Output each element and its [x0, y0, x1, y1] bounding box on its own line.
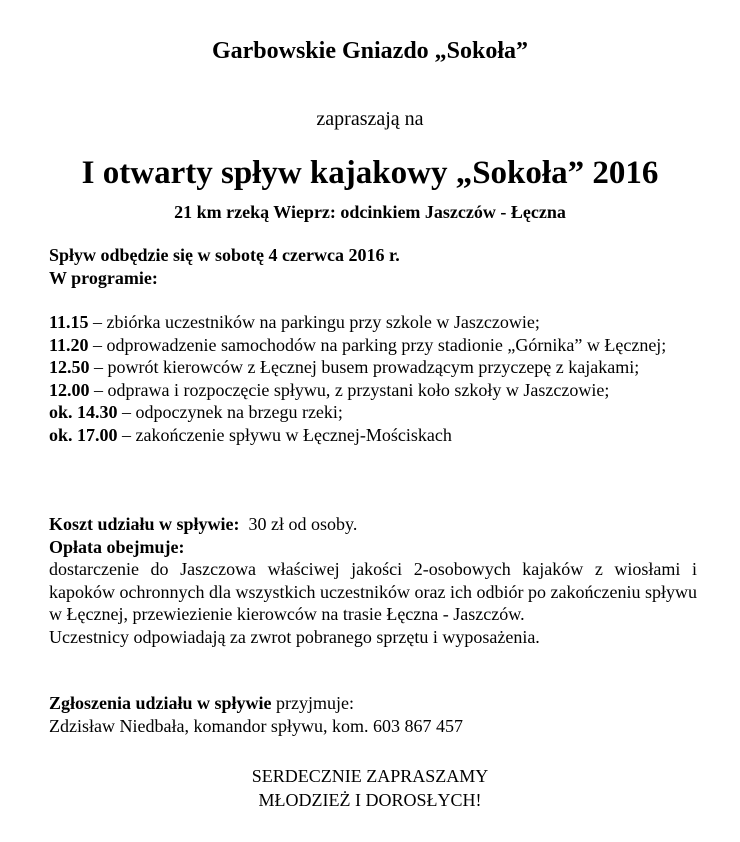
cost-line	[49, 513, 697, 536]
program-time: 11.20	[49, 334, 89, 355]
includes-text: dostarczenie do Jaszczowa właściwej jakości 2-osobowych kajaków z wiosłami i kapoków ochronnych dla wszystkich uczestników oraz ich odbiór po zakończeniu spływu w Łęcznej, przewiezienie kierowców na trasie Łęczna - Jaszczów.	[49, 559, 697, 624]
cost-label: Koszt udziału w spływie:	[49, 514, 240, 534]
program-item	[49, 379, 697, 402]
program-item	[49, 401, 697, 424]
program-text: – zbiórka uczestników na parkingu przy szkole w Jaszczowie;	[88, 312, 540, 332]
route-subtitle: 21 km rzeką Wieprz: odcinkiem Jaszczów - Łęczna	[174, 202, 566, 222]
cost-value: 30 zł od osoby.	[239, 514, 358, 534]
closing-section	[0, 764, 740, 812]
program-time: 12.50	[49, 357, 90, 377]
contact-person: Zdzisław Niedbała, komandor spływu, kom. 603 867 457	[49, 715, 463, 736]
closing-line-1: SERDECZNIE ZAPRASZAMY	[251, 766, 489, 786]
contact-section	[49, 692, 697, 737]
program-item	[49, 424, 697, 447]
program-text: – odpoczynek na brzegu rzeki;	[117, 402, 343, 422]
program-item	[49, 334, 697, 357]
includes-label: Opłata obejmuje:	[49, 536, 185, 557]
organizer-title: Garbowskie Gniazdo „Sokoła”	[211, 38, 529, 64]
program-time: 12.00	[49, 379, 90, 400]
program-item	[49, 311, 697, 334]
program-text: – odprowadzenie samochodów na parking przy stadionie „Górnika” w Łęcznej;	[88, 334, 667, 355]
program-heading: W programie:	[49, 267, 158, 288]
program-text: – powrót kierowców z Łęcznej busem prowadzącym przyczepę z kajakami;	[89, 357, 640, 377]
invite-line: zapraszają na	[316, 108, 424, 130]
contact-line	[49, 692, 697, 715]
program-time: ok. 14.30	[49, 402, 118, 422]
program-time: ok. 17.00	[49, 424, 118, 445]
contact-label: Zgłoszenia udziału w spływie	[49, 693, 272, 713]
closing-line-2: MŁODZIEŻ I DOROSŁYCH!	[258, 790, 482, 810]
program-time: 11.15	[49, 312, 89, 332]
program-text: – zakończenie spływu w Łęcznej-Mościskach	[117, 424, 452, 445]
intro-section	[49, 244, 697, 289]
program-item	[49, 356, 697, 379]
program-text: – odprawa i rozpoczęcie spływu, z przystani koło szkoły w Jaszczowie;	[89, 379, 610, 400]
event-title: I otwarty spływ kajakowy „Sokoła” 2016	[81, 155, 659, 191]
program-list	[49, 311, 697, 446]
responsibility-note: Uczestnicy odpowiadają za zwrot pobranego sprzętu i wyposażenia.	[49, 626, 540, 647]
cost-section	[49, 513, 697, 648]
contact-label-suffix: przyjmuje:	[271, 693, 355, 713]
date-line: Spływ odbędzie się w sobotę 4 czerwca 2016 r.	[49, 245, 400, 265]
